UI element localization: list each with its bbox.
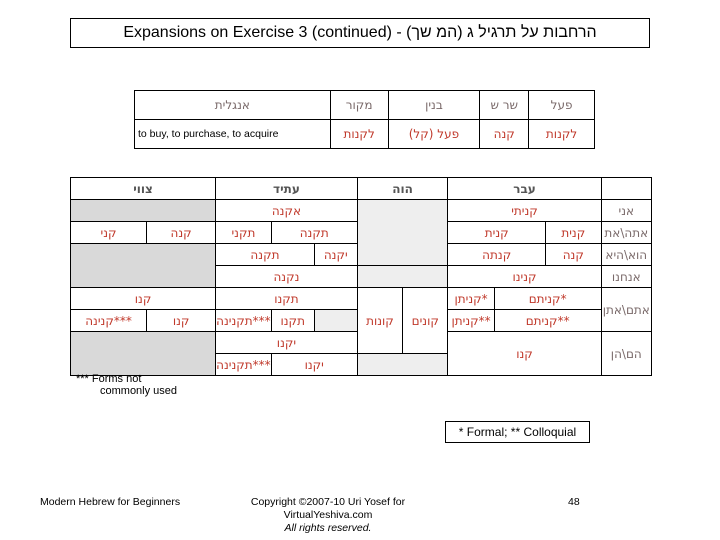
- conjugation-table: [70, 177, 652, 376]
- header-avar: עבר: [448, 178, 601, 200]
- formal-colloquial-legend: * Formal; ** Colloquial: [445, 421, 590, 443]
- atem-past-colloquial-f: קניתן**: [448, 310, 494, 332]
- header-atid: עתיד: [216, 178, 358, 200]
- ani-future: אקנה: [216, 200, 358, 222]
- forms-note-line2: commonly used: [100, 385, 178, 397]
- anachnu-past: קנינו: [448, 266, 601, 288]
- atem-past-formal-m: קניתם*: [494, 288, 601, 310]
- pronoun-atem: אתם\אתן: [601, 288, 651, 332]
- pronoun-hem: הם\הן: [601, 332, 651, 376]
- atem-future-m: תקנו: [271, 310, 314, 332]
- paal-value: לקנות: [529, 120, 595, 149]
- ata-past-m: קנית: [545, 222, 601, 244]
- header-paal: פעל: [529, 91, 595, 120]
- hu-future-f: תקנה: [216, 244, 315, 266]
- ata-future-f: תקני: [216, 222, 272, 244]
- hem-future: יקנו: [216, 332, 358, 354]
- tsivui-m: קנה: [147, 222, 216, 244]
- atem-future-f: תקנינה***: [216, 310, 272, 332]
- ata-future-m: תקנה: [271, 222, 357, 244]
- hem-future-f: תקנינה***: [216, 354, 272, 376]
- tsivui-plural-m: קנו: [147, 310, 216, 332]
- shoresh-value: קנה: [480, 120, 529, 149]
- header-binyan: בנין: [388, 91, 480, 120]
- slide-title: Expansions on Exercise 3 (continued) - הרחבות על תרגיל ג (המ שך): [70, 18, 650, 48]
- atem-future: תקנו: [216, 288, 358, 310]
- tsivui-plural: קנו: [71, 288, 216, 310]
- header-tsivui: צווי: [71, 178, 216, 200]
- forms-note-line1: *** Forms not: [76, 373, 142, 385]
- pronoun-ani: אני: [601, 200, 651, 222]
- copyright-line: Copyright ©2007-10 Uri Yosef for VirtualYeshiva.com: [250, 496, 406, 521]
- hove-plural-f: קונות: [357, 288, 402, 354]
- tsivui-plural-f: קנינה***: [71, 310, 147, 332]
- hem-future-m: יקנו: [271, 354, 357, 376]
- english-meaning: to buy, to purchase, to acquire: [135, 120, 331, 149]
- header-makor: מקור: [330, 91, 388, 120]
- hem-past: קנו: [448, 332, 601, 376]
- hove-plural-m: קונים: [403, 288, 448, 354]
- forms-not-common-note: [76, 373, 177, 397]
- hu-past-f: קנתה: [448, 244, 546, 266]
- verb-info-table: [134, 90, 595, 149]
- footer-copyright: [218, 496, 438, 535]
- pronoun-anachnu: אנחנו: [601, 266, 651, 288]
- makor-value: לקנות: [330, 120, 388, 149]
- rights-line: All rights reserved.: [284, 522, 372, 534]
- pronoun-hu: הוא\היא: [601, 244, 651, 266]
- page-number: 48: [568, 496, 580, 508]
- binyan-value: פעל (קל): [388, 120, 480, 149]
- atem-past-formal-f: קניתן*: [448, 288, 494, 310]
- header-shoresh: שר ש: [480, 91, 529, 120]
- anachnu-future: נקנה: [216, 266, 358, 288]
- ata-past-f: קנית: [448, 222, 546, 244]
- header-english: אנגלית: [135, 91, 331, 120]
- tsivui-f: קני: [71, 222, 147, 244]
- ani-past: קניתי: [448, 200, 601, 222]
- hu-future-m: יקנה: [314, 244, 357, 266]
- header-hove: הוה: [357, 178, 448, 200]
- hu-past-m: קנה: [545, 244, 601, 266]
- footer-course-name: Modern Hebrew for Beginners: [40, 496, 181, 508]
- pronoun-ata: אתה\את: [601, 222, 651, 244]
- atem-past-colloquial-m: קניתם**: [494, 310, 601, 332]
